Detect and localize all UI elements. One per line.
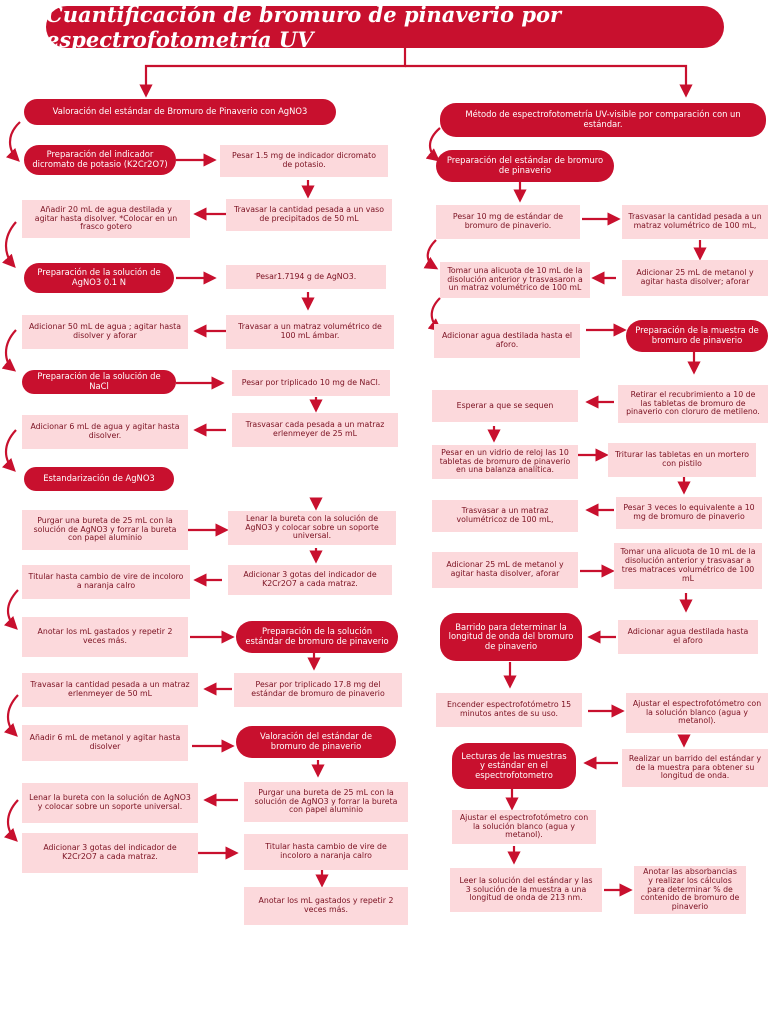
step-std-title: Estandarización de AgNO3 xyxy=(24,467,174,491)
step-prep-title: Preparación del estándar de bromuro de pinaverio xyxy=(436,150,614,182)
step-prep-transfer: Trasvasar la cantidad pesada a un matraz volumétrico de 100 mL, xyxy=(622,205,768,239)
step-mues-transfer: Trasvasar a un matraz volumétricoz de 100 mL, xyxy=(432,500,578,532)
step-lect-title: Lecturas de las muestras y estándar en el espectrofotometro xyxy=(452,743,576,789)
right-header: Método de espectrofotometría UV-visible por comparación con un estándar. xyxy=(440,103,766,137)
step-lect-read: Leer la solución del estándar y las 3 solución de la muestra a una longitud de onda de 213 nm. xyxy=(450,868,602,912)
step-val-record: Anotar los mL gastados y repetir 2 veces más. xyxy=(244,887,408,925)
step-std-record: Anotar los mL gastados y repetir 2 veces más. xyxy=(22,617,188,657)
step-std-indicator: Adicionar 3 gotas del indicador de K2Cr2O7 a cada matraz. xyxy=(228,565,392,595)
step-nacl-weigh: Pesar por triplicado 10 mg de NaCl. xyxy=(232,370,390,396)
step-barr-turn-on: Encender espectrofotómetro 15 minutos antes de su uso. xyxy=(436,693,582,727)
step-indicator-title: Preparación del indicador dicromato de potasio (K2Cr2O7) xyxy=(24,145,176,175)
step-nacl-dissolve: Adicionar 6 mL de agua y agitar hasta disolver. xyxy=(22,415,188,449)
step-agno3-transfer: Travasar a un matraz volumétrico de 100 mL ámbar. xyxy=(226,315,394,349)
step-pin-weigh: Pesar por triplicado 17.8 mg del estándar de bromuro de pinaverio xyxy=(234,673,402,707)
step-mues-grind: Triturar las tabletas en un mortero con pistilo xyxy=(608,443,756,477)
step-val-indicator: Adicionar 3 gotas del indicador de K2Cr2O7 a cada matraz. xyxy=(22,833,198,873)
step-nacl-title: Preparación de la solución de NaCl xyxy=(22,370,176,394)
step-indicator-transfer: Travasar la cantidad pesada a un vaso de precipitados de 50 mL xyxy=(226,199,392,231)
step-mues-aforo: Adicionar agua destilada hasta el aforo xyxy=(618,620,758,654)
step-prep-weigh: Pesar 10 mg de estándar de bromuro de pinaverio. xyxy=(436,205,580,239)
step-std-titrate: Titular hasta cambio de vire de incoloro a naranja calro xyxy=(22,565,190,599)
step-mues-aliquot: Tomar una alicuota de 10 mL de la disolución anterior y trasvasar a tres matraces volumétrico de 100 mL xyxy=(614,543,762,589)
left-header: Valoración del estándar de Bromuro de Pinaverio con AgNO3 xyxy=(24,99,336,125)
step-agno3-dissolve: Adicionar 50 mL de agua ; agitar hasta disolver y aforar xyxy=(22,315,188,349)
step-mues-remove-coating: Retirar el recubrimiento a 10 de las tabletas de bromuro de pinaverio con cloruro de metileno. xyxy=(618,385,768,423)
step-std-purge: Purgar una bureta de 25 mL con la solución de AgNO3 y forrar la bureta con papel aluminio xyxy=(22,510,188,550)
step-indicator-weigh: Pesar 1.5 mg de indicador dicromato de potasio. xyxy=(220,145,388,177)
step-barr-title: Barrido para determinar la longitud de onda del bromuro de pinaverio xyxy=(440,613,582,661)
step-barr-blank: Ajustar el espectrofotómetro con la solución blanco (agua y metanol). xyxy=(626,693,768,733)
step-lect-record: Anotar las absorbancias y realizar los cálculos para determinar % de contenido de bromuro de pinaverio xyxy=(634,866,746,914)
step-nacl-transfer: Trasvasar cada pesada a un matraz erlenmeyer de 25 mL xyxy=(232,413,398,447)
step-mues-title: Preparación de la muestra de bromuro de pinaverio xyxy=(626,320,768,352)
step-mues-dissolve: Adicionar 25 mL de metanol y agitar hasta disolver, aforar xyxy=(432,552,578,588)
step-std-fill: Lenar la bureta con la solución de AgNO3 y colocar sobre un soporte universal. xyxy=(228,511,396,545)
step-lect-blank: Ajustar el espectrofotómetro con la solución blanco (agua y metanol). xyxy=(452,810,596,844)
step-pin-transfer: Travasar la cantidad pesada a un matraz erlenmeyer de 50 mL xyxy=(22,673,198,707)
step-prep-dissolve: Adicionar 25 mL de metanol y agitar hasta disolver; aforar xyxy=(622,260,768,296)
step-mues-dry: Esperar a que se sequen xyxy=(432,390,578,422)
step-mues-weigh-tablets: Pesar en un vidrio de reloj las 10 tabletas de bromuro de pinaverio en una balanza analítica. xyxy=(432,445,578,479)
step-pin-dissolve: Añadir 6 mL de metanol y agitar hasta disolver xyxy=(22,725,188,761)
step-val-purge: Purgar una bureta de 25 mL con la solución de AgNO3 y forrar la bureta con papel aluminio xyxy=(244,782,408,822)
step-prep-aliquot: Tomar una alicuota de 10 mL de la disolución anterior y trasvasaron a un matraz volumétrico de 100 mL xyxy=(440,262,590,298)
step-val-fill: Lenar la bureta con la solución de AgNO3 y colocar sobre un soporte universal. xyxy=(22,783,198,823)
step-agno3-title: Preparación de la solución de AgNO3 0.1 N xyxy=(24,263,174,293)
step-agno3-weigh: Pesar1.7194 g de AgNO3. xyxy=(226,265,386,289)
diagram-title: Cuantificación de bromuro de pinaverio por espectrofotometría UV xyxy=(46,6,724,48)
step-mues-weigh-equiv: Pesar 3 veces lo equivalente a 10 mg de bromuro de pinaverio xyxy=(616,497,762,529)
step-pin-title: Preparación de la solución estándar de bromuro de pinaverio xyxy=(236,621,398,653)
step-prep-aforo: Adicionar agua destilada hasta el aforo. xyxy=(434,324,580,358)
step-val-titrate: Titular hasta cambio de vire de incoloro a naranja calro xyxy=(244,834,408,870)
step-indicator-dissolve: Añadir 20 mL de agua destilada y agitar hasta disolver. *Colocar en un frasco gotero xyxy=(22,200,190,238)
step-barr-scan: Realizar un barrido del estándar y de la muestra para obtener su longitud de onda. xyxy=(622,749,768,787)
step-val-title: Valoración del estándar de bromuro de pinaverio xyxy=(236,726,396,758)
